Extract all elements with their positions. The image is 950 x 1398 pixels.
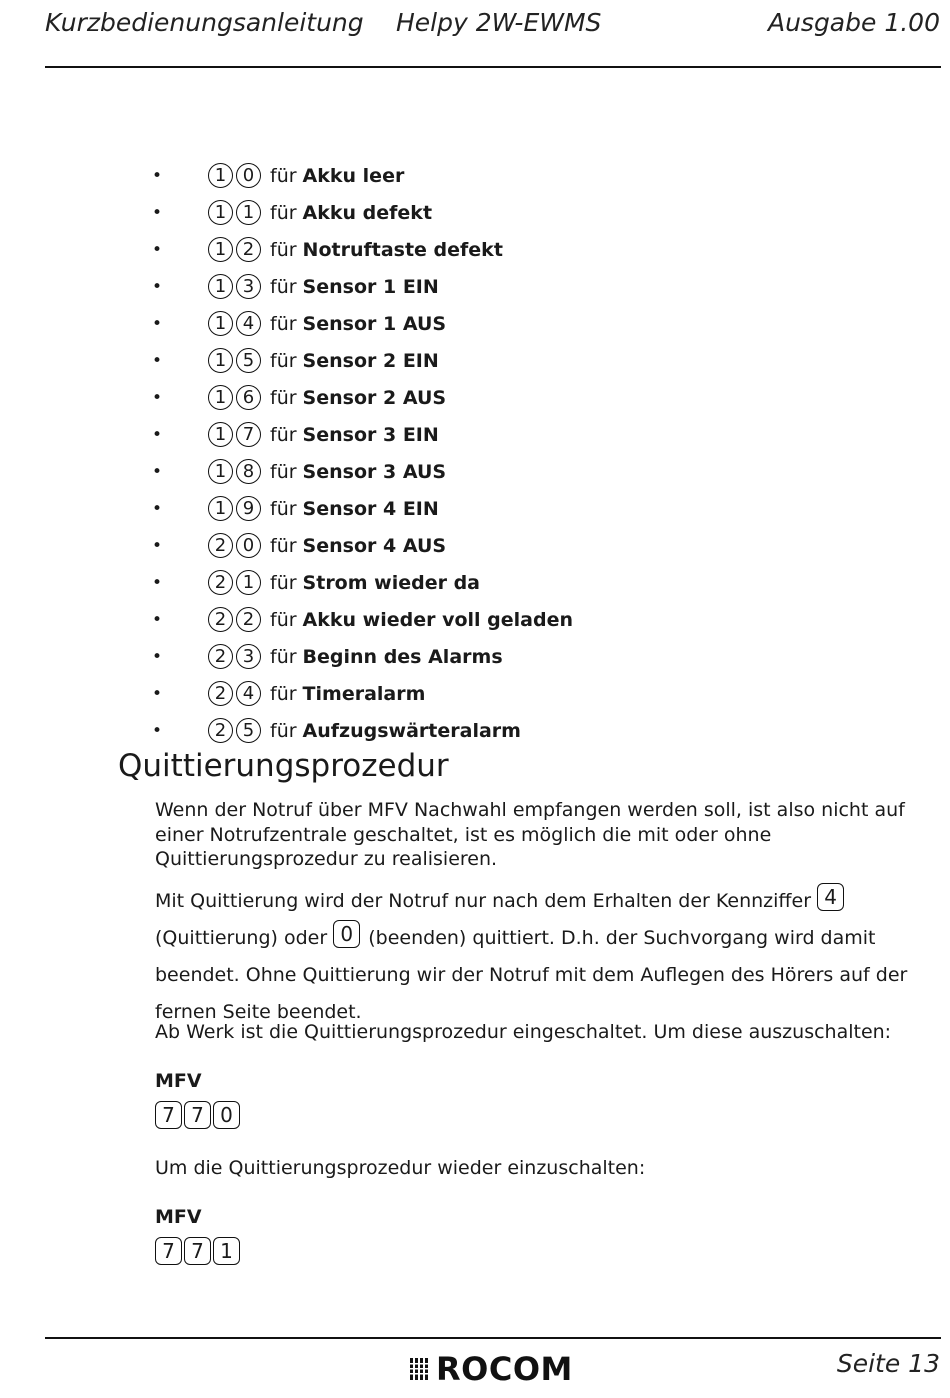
digit-circle-icon: 2 bbox=[236, 237, 261, 262]
list-item bbox=[152, 194, 573, 231]
code-label: Strom wieder da bbox=[302, 571, 480, 594]
header-divider bbox=[45, 66, 941, 68]
code-label: Sensor 4 AUS bbox=[302, 534, 447, 557]
code-label: Sensor 1 EIN bbox=[302, 275, 439, 298]
code-label: Notruftaste defekt bbox=[302, 238, 503, 261]
digit-circle-icon: 1 bbox=[208, 200, 233, 225]
code-label: Akku leer bbox=[302, 164, 405, 187]
digit-circle-icon: 9 bbox=[236, 496, 261, 521]
bullet: • bbox=[152, 498, 163, 519]
code-label: Akku wieder voll geladen bbox=[302, 608, 573, 631]
digit-circle-icon: 5 bbox=[236, 718, 261, 743]
list-item bbox=[152, 527, 573, 564]
for-text: für bbox=[270, 238, 297, 261]
bullet: • bbox=[152, 350, 163, 371]
list-item bbox=[152, 601, 573, 638]
digit-circle-icon: 6 bbox=[236, 385, 261, 410]
digit-circle-icon: 2 bbox=[208, 681, 233, 706]
list-item bbox=[152, 268, 573, 305]
key-7-icon: 7 bbox=[155, 1101, 182, 1129]
page-number: Seite 13 bbox=[836, 1349, 940, 1378]
mfv-label-on: MFV bbox=[155, 1206, 202, 1228]
digit-circle-icon: 4 bbox=[236, 681, 261, 706]
for-text: für bbox=[270, 534, 297, 557]
list-item bbox=[152, 305, 573, 342]
digit-circle-icon: 1 bbox=[208, 422, 233, 447]
rocom-logo bbox=[410, 1350, 573, 1388]
for-text: für bbox=[270, 386, 297, 409]
intro-paragraph: Wenn der Notruf über MFV Nachwahl empfangen werden soll, ist also nicht auf einer Notrufzentrale geschaltet, ist es möglich die mit oder ohne Quittierungsprozedur zu realisieren. bbox=[155, 799, 905, 870]
digit-circle-icon: 1 bbox=[208, 163, 233, 188]
digit-circle-icon: 3 bbox=[236, 274, 261, 299]
section-heading: Quittierungsprozedur bbox=[118, 748, 449, 784]
factory-default-paragraph: Ab Werk ist die Quittierungsprozedur eingeschaltet. Um diese auszuschalten: bbox=[155, 1021, 892, 1043]
bullet: • bbox=[152, 313, 163, 334]
digit-circle-icon: 4 bbox=[236, 311, 261, 336]
code-label: Sensor 3 AUS bbox=[302, 460, 447, 483]
key-7-icon: 7 bbox=[184, 1101, 211, 1129]
digit-circle-icon: 0 bbox=[236, 533, 261, 558]
for-text: für bbox=[270, 312, 297, 335]
acknowledge-paragraph bbox=[155, 883, 930, 1031]
digit-circle-icon: 1 bbox=[208, 348, 233, 373]
key-0-icon: 0 bbox=[213, 1101, 240, 1129]
bullet: • bbox=[152, 239, 163, 260]
list-item bbox=[152, 490, 573, 527]
digit-circle-icon: 1 bbox=[208, 237, 233, 262]
digit-circle-icon: 2 bbox=[208, 570, 233, 595]
key-sequence-on bbox=[155, 1237, 242, 1265]
key-7-icon: 7 bbox=[184, 1237, 211, 1265]
digit-circle-icon: 5 bbox=[236, 348, 261, 373]
bullet: • bbox=[152, 535, 163, 556]
digit-circle-icon: 1 bbox=[236, 200, 261, 225]
digit-circle-icon: 1 bbox=[208, 274, 233, 299]
digit-circle-icon: 1 bbox=[208, 311, 233, 336]
list-item bbox=[152, 379, 573, 416]
reenable-paragraph: Um die Quittierungsprozedur wieder einzuschalten: bbox=[155, 1157, 646, 1179]
bullet: • bbox=[152, 609, 163, 630]
for-text: für bbox=[270, 423, 297, 446]
bullet: • bbox=[152, 720, 163, 741]
code-label: Beginn des Alarms bbox=[302, 645, 503, 668]
list-item bbox=[152, 675, 573, 712]
bullet: • bbox=[152, 572, 163, 593]
ack-text-b: (Quittierung) oder bbox=[155, 927, 328, 949]
list-item bbox=[152, 342, 573, 379]
digit-circle-icon: 1 bbox=[208, 459, 233, 484]
ack-text-a: Mit Quittierung wird der Notruf nur nach dem Erhalten der Kennziffer bbox=[155, 890, 812, 912]
list-item bbox=[152, 416, 573, 453]
digit-circle-icon: 2 bbox=[208, 644, 233, 669]
key-1-icon: 1 bbox=[213, 1237, 240, 1265]
bullet: • bbox=[152, 461, 163, 482]
for-text: für bbox=[270, 349, 297, 372]
for-text: für bbox=[270, 460, 297, 483]
bullet: • bbox=[152, 165, 163, 186]
key-0-icon: 0 bbox=[333, 920, 360, 948]
digit-circle-icon: 7 bbox=[236, 422, 261, 447]
list-item bbox=[152, 564, 573, 601]
list-item bbox=[152, 453, 573, 490]
digit-circle-icon: 3 bbox=[236, 644, 261, 669]
header-edition: Ausgabe 1.00 bbox=[767, 8, 940, 37]
for-text: für bbox=[270, 608, 297, 631]
list-item bbox=[152, 638, 573, 675]
key-4-icon: 4 bbox=[817, 883, 844, 911]
ack-text-c: (beenden) quittiert. D.h. der Suchvorgang wird damit beendet. Ohne Quittierung wir der Notruf mit dem Auflegen des Hörers auf der fernen Seite beendet. bbox=[155, 927, 908, 1023]
digit-circle-icon: 0 bbox=[236, 163, 261, 188]
code-label: Aufzugswärteralarm bbox=[302, 719, 521, 742]
key-7-icon: 7 bbox=[155, 1237, 182, 1265]
bullet: • bbox=[152, 387, 163, 408]
digit-circle-icon: 2 bbox=[236, 607, 261, 632]
code-label: Sensor 2 EIN bbox=[302, 349, 439, 372]
logo-text: ROCOM bbox=[436, 1350, 573, 1388]
footer-divider bbox=[45, 1337, 941, 1339]
rocom-logo-mark-icon bbox=[410, 1356, 430, 1382]
list-item bbox=[152, 712, 573, 749]
digit-circle-icon: 2 bbox=[208, 533, 233, 558]
digit-circle-icon: 1 bbox=[208, 385, 233, 410]
mfv-label-off: MFV bbox=[155, 1070, 202, 1092]
for-text: für bbox=[270, 201, 297, 224]
code-label: Sensor 1 AUS bbox=[302, 312, 447, 335]
for-text: für bbox=[270, 682, 297, 705]
code-label: Timeralarm bbox=[302, 682, 426, 705]
for-text: für bbox=[270, 645, 297, 668]
code-label: Akku defekt bbox=[302, 201, 433, 224]
bullet: • bbox=[152, 424, 163, 445]
key-sequence-off bbox=[155, 1101, 242, 1129]
list-item bbox=[152, 157, 573, 194]
for-text: für bbox=[270, 275, 297, 298]
code-label: Sensor 2 AUS bbox=[302, 386, 447, 409]
bullet: • bbox=[152, 276, 163, 297]
for-text: für bbox=[270, 719, 297, 742]
header-product: Helpy 2W-EWMS bbox=[396, 8, 602, 37]
bullet: • bbox=[152, 683, 163, 704]
digit-circle-icon: 8 bbox=[236, 459, 261, 484]
digit-circle-icon: 1 bbox=[208, 496, 233, 521]
header-doc-title: Kurzbedienungsanleitung bbox=[45, 8, 364, 37]
for-text: für bbox=[270, 571, 297, 594]
digit-circle-icon: 2 bbox=[208, 607, 233, 632]
for-text: für bbox=[270, 164, 297, 187]
code-list bbox=[152, 157, 573, 749]
list-item bbox=[152, 231, 573, 268]
code-label: Sensor 4 EIN bbox=[302, 497, 439, 520]
bullet: • bbox=[152, 646, 163, 667]
bullet: • bbox=[152, 202, 163, 223]
for-text: für bbox=[270, 497, 297, 520]
digit-circle-icon: 1 bbox=[236, 570, 261, 595]
digit-circle-icon: 2 bbox=[208, 718, 233, 743]
code-label: Sensor 3 EIN bbox=[302, 423, 439, 446]
